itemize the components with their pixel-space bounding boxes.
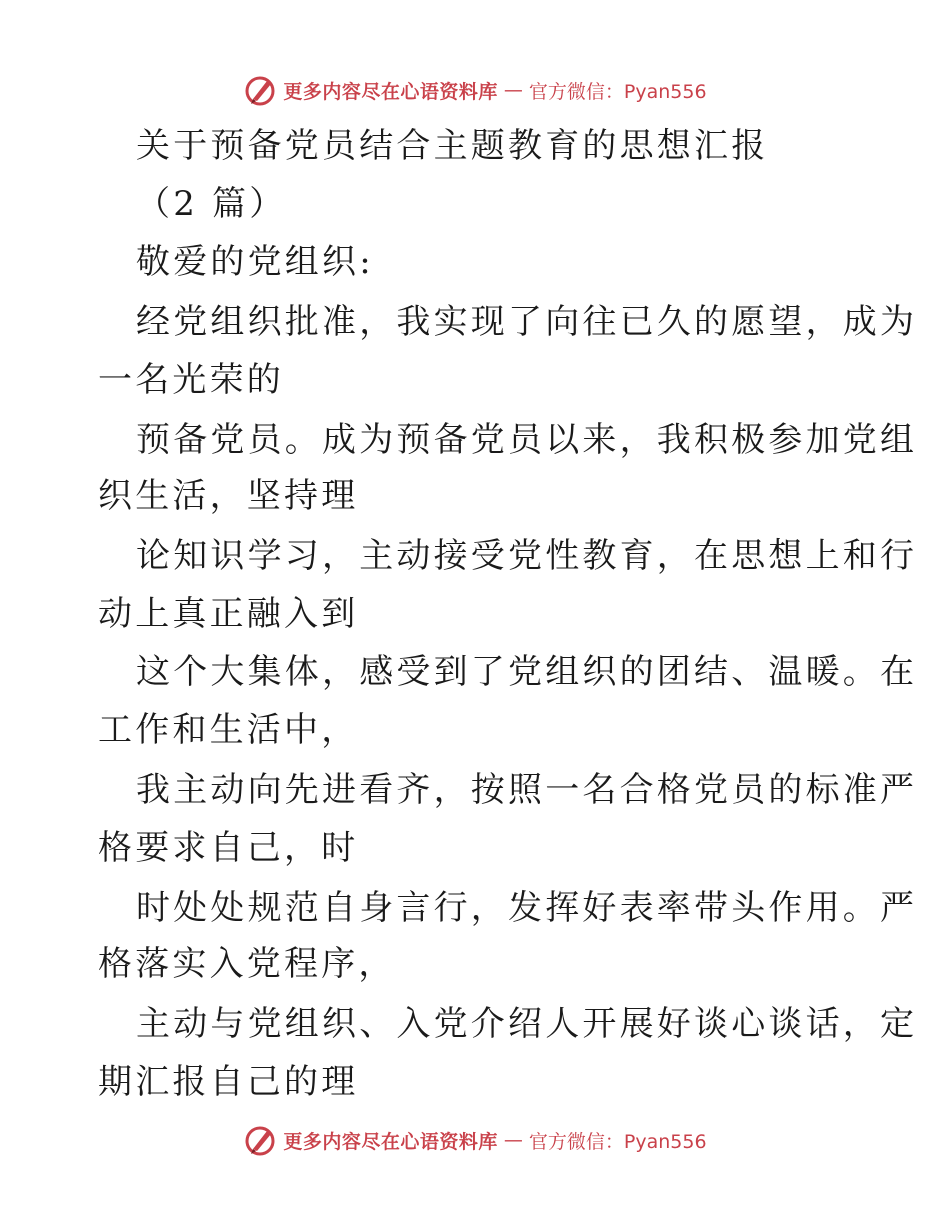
body-line: 织生活，坚持理 xyxy=(98,476,359,516)
body-line: 主动与党组织、入党介绍人开展好谈心谈话，定 xyxy=(136,1004,918,1044)
banner-wechat-text: 官方微信：Pyan556 xyxy=(528,80,707,103)
banner-main-text: 更多内容尽在心语资料库 xyxy=(283,80,498,103)
footer-banner xyxy=(0,1120,950,1160)
body-line: 论知识学习，主动接受党性教育，在思想上和行 xyxy=(136,536,918,576)
salutation: 敬爱的党组织: xyxy=(136,242,374,282)
banner-main-text: 更多内容尽在心语资料库 xyxy=(283,1130,498,1153)
banner-dash: — xyxy=(503,1129,523,1151)
body-line: 工作和生活中， xyxy=(98,710,359,750)
header-banner xyxy=(0,70,950,110)
document-title-line-1: 关于预备党员结合主题教育的思想汇报 xyxy=(136,126,769,166)
body-line: 经党组织批准，我实现了向往已久的愿望，成为 xyxy=(136,302,918,342)
body-line: 时处处规范自身言行，发挥好表率带头作用。严 xyxy=(136,888,918,928)
body-line: 一名光荣的 xyxy=(98,360,284,400)
body-line: 格落实入党程序， xyxy=(98,944,396,984)
body-line: 格要求自己，时 xyxy=(98,828,359,868)
banner-wechat-text: 官方微信：Pyan556 xyxy=(528,1130,707,1153)
body-line: 我主动向先进看齐，按照一名合格党员的标准严 xyxy=(136,770,918,810)
pen-logo-icon xyxy=(243,1123,277,1157)
document-title-line-2: （2 篇） xyxy=(136,184,287,224)
body-line: 期汇报自己的理 xyxy=(98,1062,359,1102)
pen-logo-icon xyxy=(243,73,277,107)
body-line: 动上真正融入到 xyxy=(98,594,359,634)
banner-dash: — xyxy=(503,79,523,101)
body-line: 预备党员。成为预备党员以来，我积极参加党组 xyxy=(136,420,918,460)
body-line: 这个大集体，感受到了党组织的团结、温暖。在 xyxy=(136,652,918,692)
